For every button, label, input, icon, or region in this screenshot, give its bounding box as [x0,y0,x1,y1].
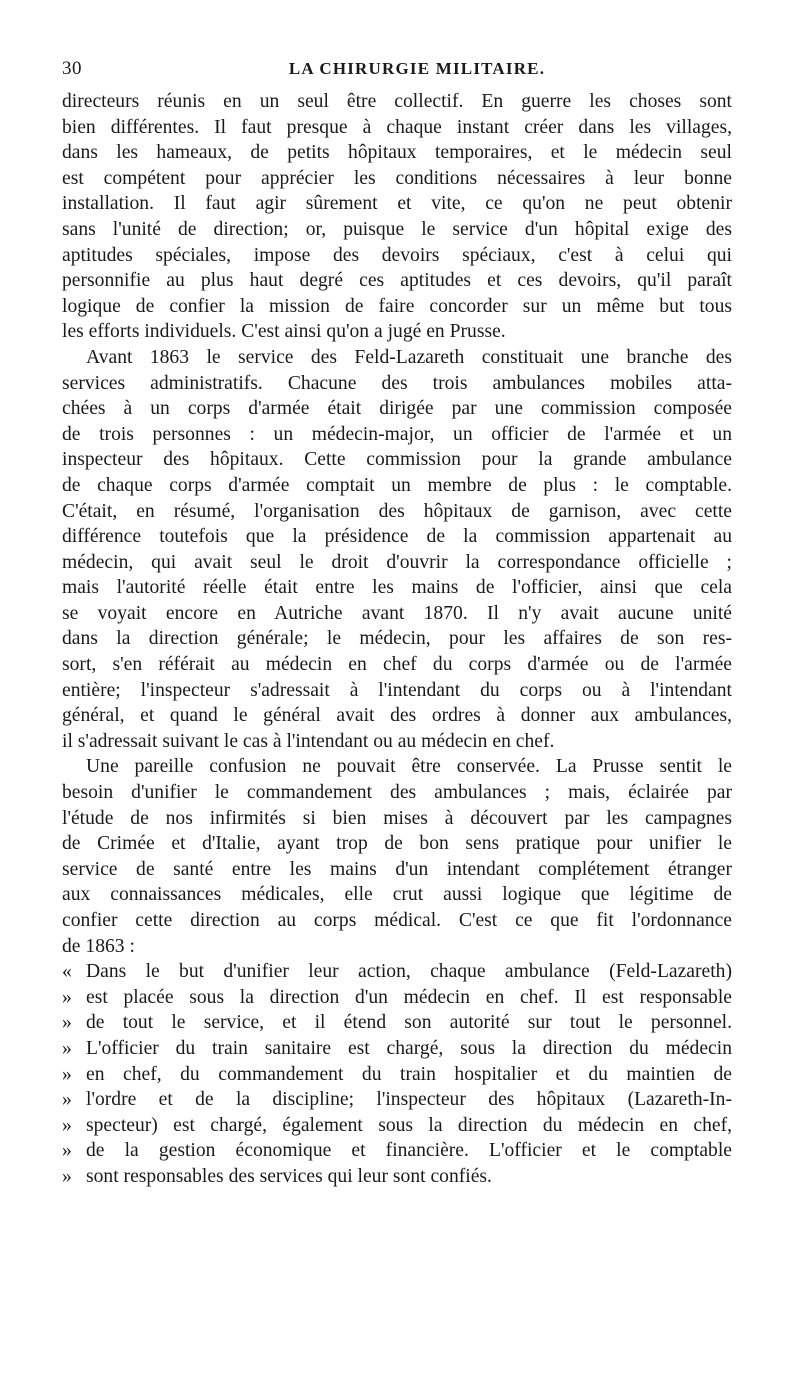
text-line: Avant 1863 le service des Feld-Lazareth constituait une branche des [86,346,732,368]
guillemet-mark: » [62,1114,72,1136]
text-line: de trois personnes : un médecin-major, un officier de l'armée et un [62,423,732,445]
text-line: entière; l'inspecteur s'adressait à l'intendant du corps ou à l'intendant [62,679,732,701]
text-line: différence toutefois que la présidence de la commission appartenait au [62,526,732,548]
quote-text: specteur) est chargé, également sous la direction du médecin en chef, [86,1114,732,1136]
text-line: C'était, en résumé, l'organisation des hôpitaux de garnison, avec cette [62,500,732,522]
text-line: de Crimée et d'Italie, ayant trop de bon sens pratique pour unifier le [62,833,732,855]
quote-line [62,1164,732,1190]
text-line: il s'adressait suivant le cas à l'intendant ou au médecin en chef. [62,730,555,752]
page-header [62,58,742,82]
body-text [62,89,732,1190]
text-line: aptitudes spéciales, impose des devoirs spéciaux, c'est à celui qui [62,244,732,266]
running-title: LA CHIRURGIE MILITAIRE. [288,59,546,78]
guillemet-mark: » [62,1063,72,1085]
quote-text: sont responsables des services qui leur sont confiés. [86,1165,492,1187]
guillemet-mark: » [62,1089,72,1111]
text-line: de 1863 : [62,935,135,957]
quote-line [62,985,732,1011]
text-line: inspecteur des hôpitaux. Cette commission pour la grande ambulance [62,449,732,471]
text-line: logique de confier la mission de faire concorder sur un même but tous [62,295,732,317]
text-line: directeurs réunis en un seul être collectif. En guerre les choses sont [62,91,732,112]
quote-line [62,1062,732,1088]
text-line: sans l'unité de direction; or, puisque le service d'un hôpital exige des [62,218,732,240]
quote-text: de tout le service, et il étend son autorité sur tout le personnel. [86,1012,732,1034]
text-line: chées à un corps d'armée était dirigée par une commission composée [62,398,732,420]
text-line: mais l'autorité réelle était entre les mains de l'officier, ainsi que cela [62,577,732,599]
text-line: dans la direction générale; le médecin, pour les affaires de son res- [62,628,732,650]
quote-line [62,1010,732,1036]
guillemet-mark: » [62,1165,72,1187]
text-line: confier cette direction au corps médical. C'est ce que fit l'ordonnance [62,910,732,931]
guillemet-mark: » [62,986,72,1008]
text-line: Une pareille confusion ne pouvait être conservée. La Prusse sentit le [86,756,732,778]
quotation-block [62,959,732,1189]
quote-text: l'ordre et de la discipline; l'inspecteur des hôpitaux (Lazareth-In- [86,1089,732,1111]
text-line: est compétent pour apprécier les conditions nécessaires à leur bonne [62,167,732,189]
paragraph-container [62,89,732,959]
guillemet-mark: « [62,961,72,983]
text-line: services administratifs. Chacune des trois ambulances mobiles atta- [62,372,732,394]
quote-line [62,1138,732,1164]
text-line: se voyait encore en Autriche avant 1870. Il n'y avait aucune unité [62,602,732,624]
text-line: médecin, qui avait seul le droit d'ouvrir la correspondance officielle ; [62,551,732,573]
text-line: installation. Il faut agir sûrement et vite, ce qu'on ne peut obtenir [62,193,732,215]
guillemet-mark: » [62,1140,72,1162]
quote-line [62,1087,732,1113]
page-number: 30 [62,58,82,79]
text-line: aux connaissances médicales, elle crut aussi logique que légitime de [62,884,732,906]
text-line: besoin d'unifier le commandement des ambulances ; mais, éclairée par [62,782,732,804]
text-line: l'étude de nos infirmités si bien mises à découvert par les campagnes [62,807,732,829]
paragraph [62,89,732,345]
quote-text: Dans le but d'unifier leur action, chaque ambulance (Feld-Lazareth) [86,961,732,983]
text-line: général, et quand le général avait des ordres à donner aux ambulances, [62,705,732,727]
guillemet-mark: » [62,1012,72,1034]
text-line: les efforts individuels. C'est ainsi qu'on a jugé en Prusse. [62,321,506,343]
paragraph [62,345,732,755]
text-line: de chaque corps d'armée comptait un membre de plus : le comptable. [62,474,732,496]
quote-text: de la gestion économique et financière. L'officier et le comptable [86,1140,732,1162]
text-line: dans les hameaux, de petits hôpitaux temporaires, et le médecin seul [62,142,732,164]
quote-line [62,1113,732,1139]
text-line: sort, s'en référait au médecin en chef du corps d'armée ou de l'armée [62,654,732,676]
quote-text: L'officier du train sanitaire est chargé, sous la direction du médecin [86,1037,732,1059]
text-line: personnifie au plus haut degré ces aptitudes et ces devoirs, qu'il paraît [62,270,732,292]
quote-line [62,959,732,985]
text-line: bien différentes. Il faut presque à chaque instant créer dans les villages, [62,116,732,138]
text-line: service de santé entre les mains d'un intendant complétement étranger [62,858,732,880]
quote-text: est placée sous la direction d'un médecin en chef. Il est responsable [86,986,732,1008]
quote-line [62,1036,732,1062]
guillemet-mark: » [62,1037,72,1059]
quote-text: en chef, du commandement du train hospitalier et du maintien de [86,1063,732,1085]
paragraph [62,754,732,959]
